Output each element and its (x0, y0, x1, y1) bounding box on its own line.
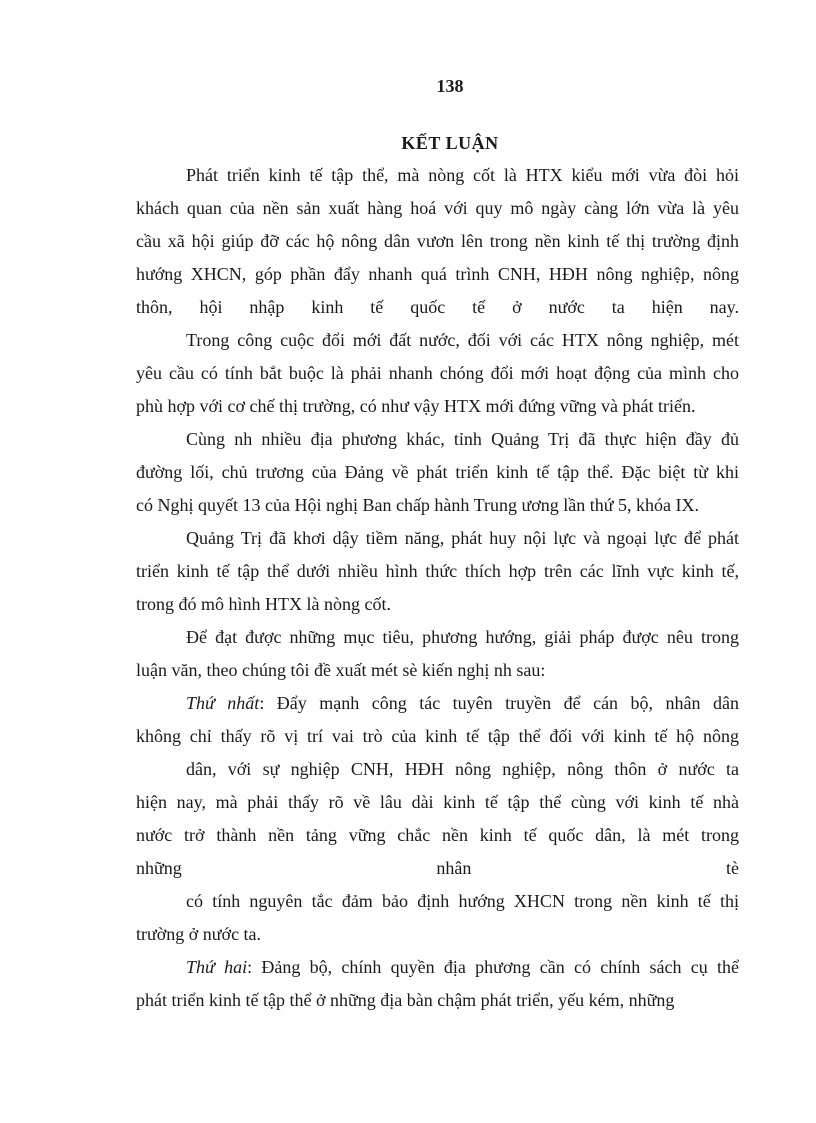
text-line: Trong công cuộc đổi mới đất nước, đối với các HTX nông nghiệp, mét (186, 330, 739, 350)
text-line: trường ở nước ta. (136, 924, 262, 944)
text-line: trong đó mô hình HTX là nòng cốt. (136, 594, 391, 614)
text-line: nước trở thành nền tảng vững chắc nền kinh tế quốc dân, là mét trong (136, 825, 739, 845)
text-line: hiện nay, mà phải thấy rõ về lâu dài kinh tế tập thể cùng với kinh tế nhà (136, 792, 739, 812)
text-line: khách quan của nền sản xuất hàng hoá với quy mô ngày càng lớn vừa là yêu (136, 198, 739, 218)
split-left: những (136, 858, 182, 878)
text-line: hướng XHCN, góp phần đẩy nhanh quá trình CNH, HĐH nông nghiệp, nông (136, 264, 739, 284)
split-right: tè (725, 858, 739, 878)
text-line: phù hợp với cơ chế thị trường, có như vậy HTX mới đứng vững và phát triển. (136, 396, 696, 416)
text-line (186, 691, 739, 715)
page-title: KẾT LUẬN (401, 133, 499, 153)
text-line: triển kinh tế tập thể dưới nhiều hình thức thích hợp trên các lĩnh vực kinh tế, (136, 561, 739, 581)
split-middle: nhân (436, 858, 472, 878)
text-line: Phát triển kinh tế tập thể, mà nòng cốt là HTX kiểu mới vừa đòi hỏi (186, 165, 739, 185)
text-line: Để đạt được những mục tiêu, phương hướng, giải pháp được nêu trong (186, 627, 739, 647)
text-line: phát triển kinh tế tập thể ở những địa bàn chậm phát triển, yếu kém, những (136, 990, 675, 1010)
text-line: cầu xã hội giúp đỡ các hộ nông dân vươn lên trong nền kinh tế thị trường định (136, 231, 739, 251)
text-line: yêu cầu có tính bắt buộc là phải nhanh chóng đổi mới hoạt động của mình cho (136, 363, 739, 383)
text-line-split (136, 856, 739, 880)
text-line: Quảng Trị đã khơi dậy tiềm năng, phát huy nội lực và ngoại lực để phát (186, 528, 739, 548)
text-line: Cùng nh nhiều địa phương khác, tỉnh Quảng Trị đã thực hiện đầy đủ (186, 429, 739, 449)
text-line: thôn, hội nhập kinh tế quốc tế ở nước ta hiện nay. (136, 297, 739, 317)
page-number: 138 (436, 76, 464, 96)
text-line: dân, với sự nghiệp CNH, HĐH nông nghiệp, nông thôn ở nước ta (186, 759, 739, 779)
text-line: có tính nguyên tắc đảm bảo định hướng XHCN trong nền kinh tế thị (186, 891, 739, 911)
text-span: : Đẩy mạnh công tác tuyên truyền để cán bộ, nhân dân (259, 693, 739, 713)
text-line: đường lối, chủ trương của Đảng về phát triển kinh tế tập thể. Đặc biệt từ khi (136, 462, 739, 482)
italic-term: Thứ hai (186, 957, 248, 977)
text-line: luận văn, theo chúng tôi đề xuất mét sè kiến nghị nh sau: (136, 660, 546, 680)
text-line: không chỉ thấy rõ vị trí vai trò của kinh tế tập thể đối với kinh tế hộ nông (136, 726, 739, 746)
italic-term: Thứ nhất (186, 693, 260, 713)
text-line (186, 955, 739, 979)
text-span: : Đảng bộ, chính quyền địa phương cần có chính sách cụ thể (247, 957, 739, 977)
text-line: có Nghị quyết 13 của Hội nghị Ban chấp hành Trung ương lần thứ 5, khóa IX. (136, 495, 699, 515)
